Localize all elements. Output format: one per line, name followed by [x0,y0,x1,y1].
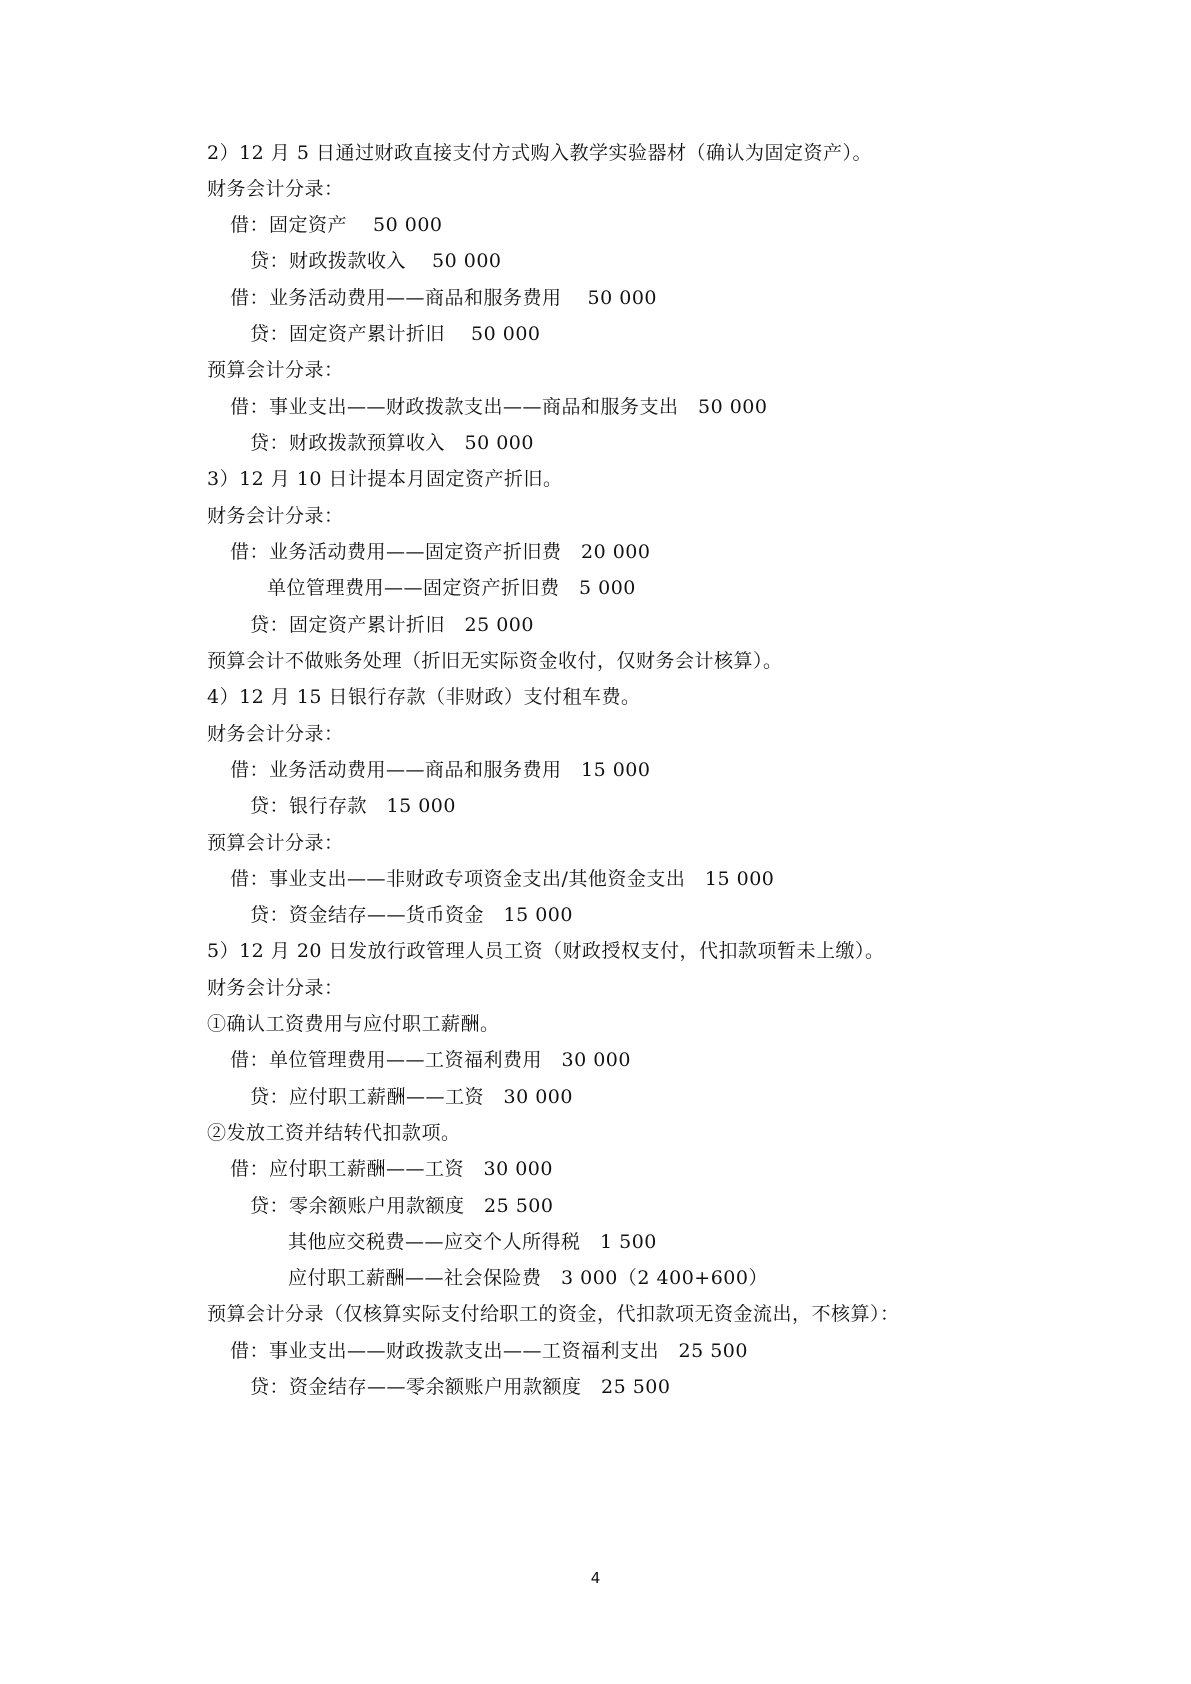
text-line: 2）12 月 5 日通过财政直接支付方式购入教学实验器材（确认为固定资产）。 [207,142,872,164]
text-line: ①确认工资费用与应付职工薪酬。 [207,1013,500,1035]
text-line: 贷：资金结存——货币资金 15 000 [250,904,573,926]
text-line: 单位管理费用——固定资产折旧费 5 000 [267,577,636,599]
text-line: 预算会计不做账务处理（折旧无实际资金收付，仅财务会计核算）。 [207,650,783,672]
text-line: 预算会计分录： [207,359,344,381]
text-line: 4）12 月 15 日银行存款（非财政）支付租车费。 [207,686,641,708]
page-number: 4 [590,1569,601,1587]
text-line: 贷：零余额账户用款额度 25 500 [250,1195,554,1217]
text-line: 贷：固定资产累计折旧 50 000 [250,323,541,345]
text-line: 借：事业支出——财政拨款支出——商品和服务支出 50 000 [230,396,768,418]
text-line: 贷：银行存款 15 000 [250,795,456,817]
text-line: 预算会计分录： [207,832,344,854]
text-line: ②发放工资并结转代扣款项。 [207,1122,461,1144]
text-line: 3）12 月 10 日计提本月固定资产折旧。 [207,468,563,490]
text-line: 应付职工薪酬——社会保险费 3 000（2 400+600） [288,1267,768,1289]
text-line: 其他应交税费——应交个人所得税 1 500 [288,1231,657,1253]
text-line: 贷：资金结存——零余额账户用款额度 25 500 [250,1376,671,1398]
text-line: 财务会计分录： [207,505,344,527]
text-line: 借：业务活动费用——固定资产折旧费 20 000 [230,541,651,563]
text-line: 借：事业支出——非财政专项资金支出/其他资金支出 15 000 [230,868,775,890]
text-line: 预算会计分录（仅核算实际支付给职工的资金，代扣款项无资金流出，不核算）： [207,1303,900,1325]
text-line: 借：固定资产 50 000 [230,214,443,236]
text-line: 财务会计分录： [207,977,344,999]
text-line: 贷：财政拨款预算收入 50 000 [250,432,534,454]
text-line: 借：单位管理费用——工资福利费用 30 000 [230,1049,631,1071]
text-line: 借：应付职工薪酬——工资 30 000 [230,1158,553,1180]
text-line: 财务会计分录： [207,178,344,200]
text-line: 借：业务活动费用——商品和服务费用 50 000 [230,287,658,309]
text-line: 贷：固定资产累计折旧 25 000 [250,614,534,636]
text-line: 借：事业支出——财政拨款支出——工资福利支出 25 500 [230,1340,748,1362]
text-line: 5）12 月 20 日发放行政管理人员工资（财政授权支付，代扣款项暂未上缴）。 [207,940,885,962]
text-line: 借：业务活动费用——商品和服务费用 15 000 [230,759,651,781]
text-line: 贷：应付职工薪酬——工资 30 000 [250,1086,573,1108]
text-line: 财务会计分录： [207,723,344,745]
text-line: 贷：财政拨款收入 50 000 [250,250,502,272]
